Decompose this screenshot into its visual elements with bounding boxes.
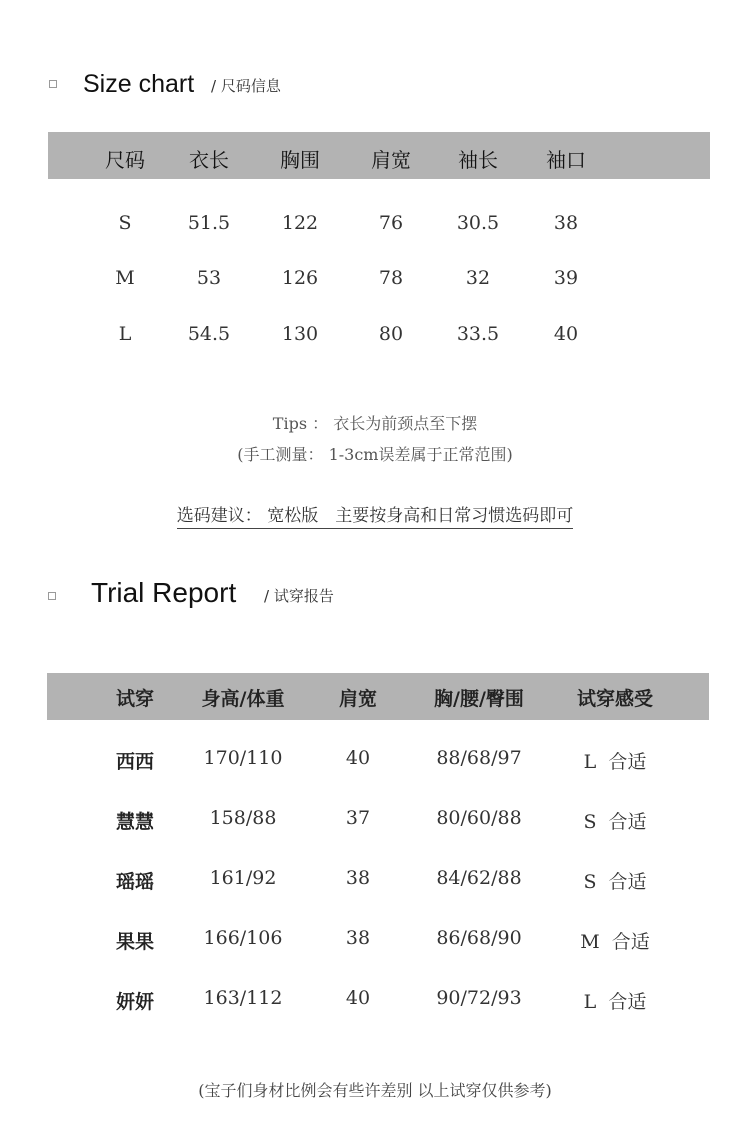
trial-model-name: 果果	[115, 931, 155, 953]
trial-table-cell: 90/72/93	[436, 987, 522, 1009]
trial-report-title: Trial Report	[91, 577, 237, 608]
size-table-cell: M	[115, 267, 135, 289]
size-table-cell: 130	[281, 323, 319, 345]
trial-table-cell: 80/60/88	[436, 807, 522, 829]
trial-table-cell: 170/110	[203, 747, 283, 769]
trial-table-cell: L 合适	[583, 991, 647, 1013]
trial-model-name: 西西	[115, 751, 155, 773]
size-table-cell: 40	[553, 323, 579, 345]
measure-note: (手工测量： 1-3cm误差属于正常范围)	[237, 445, 513, 464]
trial-report-bullet-icon	[48, 592, 56, 600]
size-table-cell: 54.5	[187, 323, 231, 345]
trial-table-cell: 86/68/90	[436, 927, 522, 949]
trial-table-cell: M 合适	[580, 931, 650, 953]
size-col-header: 袖口	[546, 148, 586, 172]
trial-table-cell: 40	[345, 987, 371, 1009]
size-col-header: 胸围	[280, 148, 320, 172]
trial-model-name: 瑶瑶	[115, 871, 155, 893]
trial-col-header: 试穿感受	[576, 688, 654, 710]
size-table-cell: 80	[378, 323, 404, 345]
size-advice-text: 选码建议： 宽松版 主要按身高和日常习惯选码即可	[177, 506, 573, 529]
trial-table-cell: 161/92	[209, 867, 277, 889]
trial-table-cell: 163/112	[203, 987, 283, 1009]
size-advice	[0, 501, 750, 526]
size-table-cell: 30.5	[456, 212, 500, 234]
size-table-cell: 39	[553, 267, 579, 289]
trial-table-cell: 88/68/97	[436, 747, 522, 769]
size-table-cell: 76	[378, 212, 404, 234]
size-chart-subtitle: / 尺码信息	[211, 77, 281, 95]
size-chart-bullet-icon	[49, 80, 57, 88]
trial-table-cell: 37	[345, 807, 371, 829]
trial-footnote: (宝子们身材比例会有些许差别 以上试穿仅供参考)	[198, 1081, 552, 1100]
size-table-cell: 126	[281, 267, 319, 289]
size-table-cell: 51.5	[187, 212, 231, 234]
size-table-cell: 122	[281, 212, 319, 234]
size-table-cell: 33.5	[456, 323, 500, 345]
size-table-cell: S	[118, 212, 132, 234]
size-col-header: 衣长	[189, 148, 229, 172]
size-table-cell: L	[118, 323, 132, 345]
trial-table-cell: 166/106	[203, 927, 283, 949]
size-table-cell: 38	[553, 212, 579, 234]
trial-col-header: 胸/腰/臀围	[434, 688, 524, 710]
trial-table-cell: 84/62/88	[436, 867, 522, 889]
size-table-cell: 32	[465, 267, 491, 289]
trial-report-subtitle: / 试穿报告	[264, 587, 334, 605]
trial-table-cell: 158/88	[209, 807, 277, 829]
trial-table-cell: L 合适	[583, 751, 647, 773]
trial-model-name: 慧慧	[115, 811, 155, 833]
size-col-header: 肩宽	[371, 148, 411, 172]
trial-table-cell: S 合适	[583, 811, 647, 833]
size-col-header: 袖长	[458, 148, 498, 172]
trial-model-name: 妍妍	[115, 991, 155, 1013]
size-table-cell: 78	[378, 267, 404, 289]
size-col-header: 尺码	[105, 148, 145, 172]
size-table-cell: 53	[196, 267, 222, 289]
trial-table-cell: S 合适	[583, 871, 647, 893]
trial-table-cell: 38	[345, 927, 371, 949]
trial-table-cell: 40	[345, 747, 371, 769]
trial-col-header: 身高/体重	[201, 688, 285, 710]
size-tips: Tips ： 衣长为前颈点至下摆	[272, 414, 478, 433]
trial-col-header: 试穿	[115, 688, 155, 710]
trial-col-header: 肩宽	[338, 688, 378, 710]
trial-table-cell: 38	[345, 867, 371, 889]
size-chart-title: Size chart	[83, 70, 195, 98]
